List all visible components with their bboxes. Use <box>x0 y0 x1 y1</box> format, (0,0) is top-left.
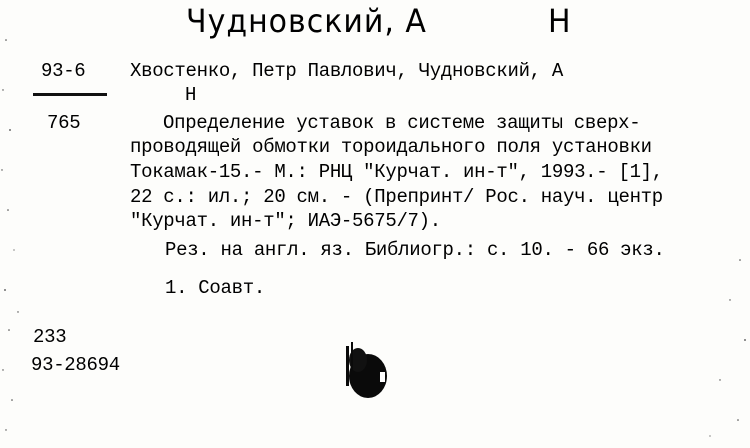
scan-noise-right <box>690 240 750 448</box>
tracing-line: 1. Соавт. <box>165 277 265 299</box>
title-line-2: проводящей обмотки тороидального поля установки <box>130 136 652 158</box>
library-stamp-blot <box>336 338 392 404</box>
title-line-1: Определение уставок в системе защиты сверх- <box>163 112 641 134</box>
accession-number: 93-28694 <box>31 354 120 376</box>
call-number-mid: 765 <box>47 112 81 134</box>
author-initial: Н <box>185 84 197 106</box>
call-number-low: 233 <box>33 326 67 348</box>
handwritten-author: Чудновский, А <box>186 2 427 41</box>
handwritten-initial: Н <box>548 2 572 41</box>
scan-noise-left <box>0 0 40 448</box>
series-line: "Курчат. ин-т"; ИАЭ-5675/7). <box>130 210 441 232</box>
author-line: Хвостенко, Петр Павлович, Чудновский, А <box>130 60 563 82</box>
divider-rule <box>33 93 107 96</box>
physical-description-line: 22 с.: ил.; 20 см. - (Препринт/ Рос. науч. центр <box>130 186 663 208</box>
note-line: Рез. на англ. яз. Библиогр.: с. 10. - 66 экз. <box>165 239 665 261</box>
call-number-top: 93-6 <box>41 60 86 82</box>
imprint-line: Токамак-15.- М.: РНЦ "Курчат. ин-т", 1993.- [1], <box>130 161 663 183</box>
